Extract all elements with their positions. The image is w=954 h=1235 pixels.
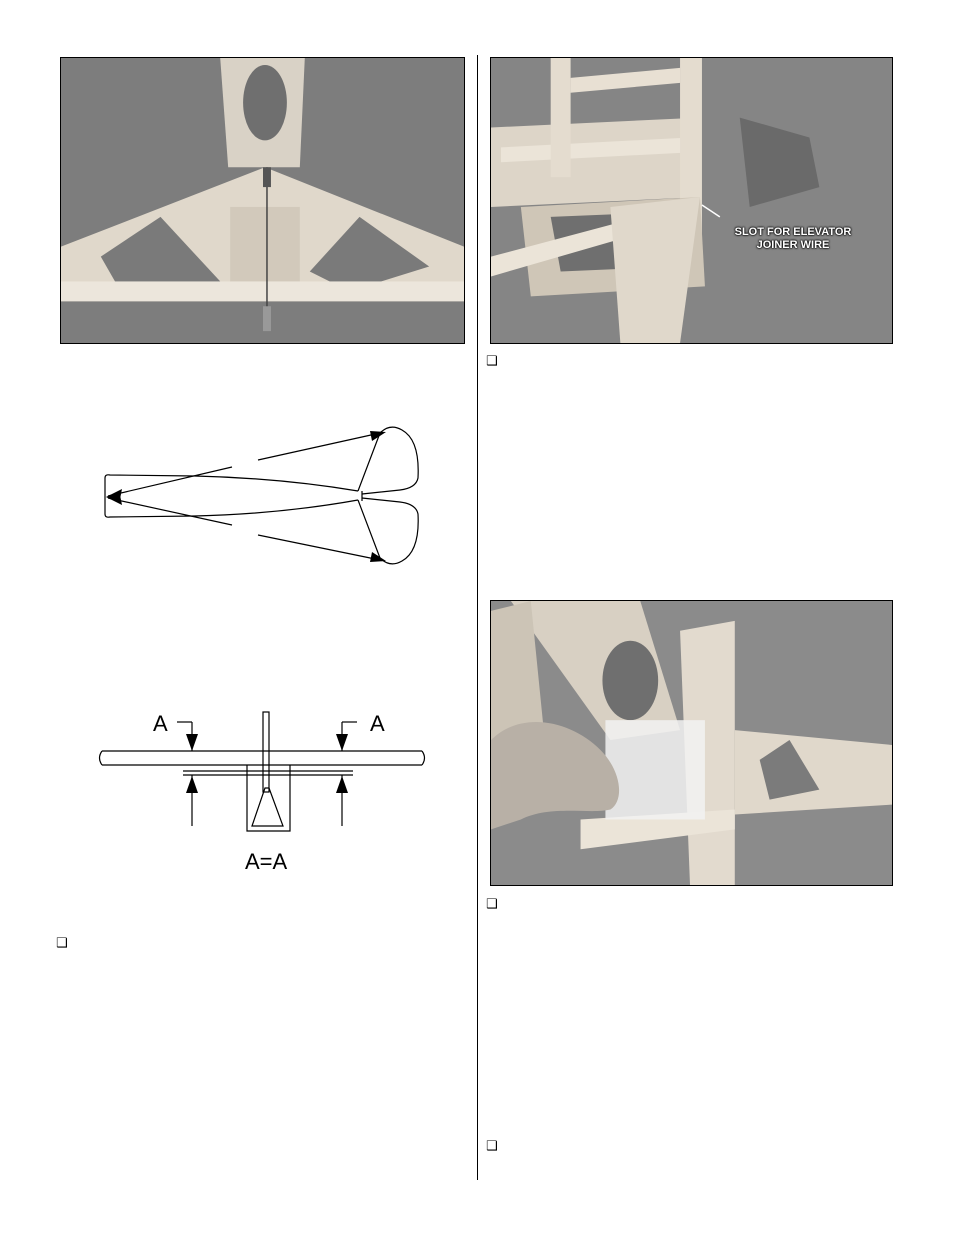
checkbox-step-right-3[interactable]: ❑ xyxy=(486,1139,498,1154)
diagram-label-a-equals-a: A=A xyxy=(245,849,288,874)
checkbox-step-right-1[interactable]: ❑ xyxy=(486,354,498,369)
diagram-stabilizer-alignment-top-view xyxy=(100,418,430,580)
callout-line-1: SLOT FOR ELEVATOR xyxy=(734,226,852,238)
checkbox-step-left-1[interactable]: ❑ xyxy=(56,936,68,951)
photo-stabilizer-top-view xyxy=(60,57,465,344)
callout-line-2: JOINER WIRE xyxy=(756,239,830,251)
photo-fin-square-check xyxy=(490,600,893,886)
checkbox-step-right-2[interactable]: ❑ xyxy=(486,897,498,912)
photo-elevator-slot xyxy=(490,57,893,344)
photo-callout-elevator-slot xyxy=(718,226,868,252)
column-divider xyxy=(477,55,478,1180)
diagram-label-a-right: A xyxy=(370,711,385,736)
diagram-label-a-left: A xyxy=(153,711,168,736)
